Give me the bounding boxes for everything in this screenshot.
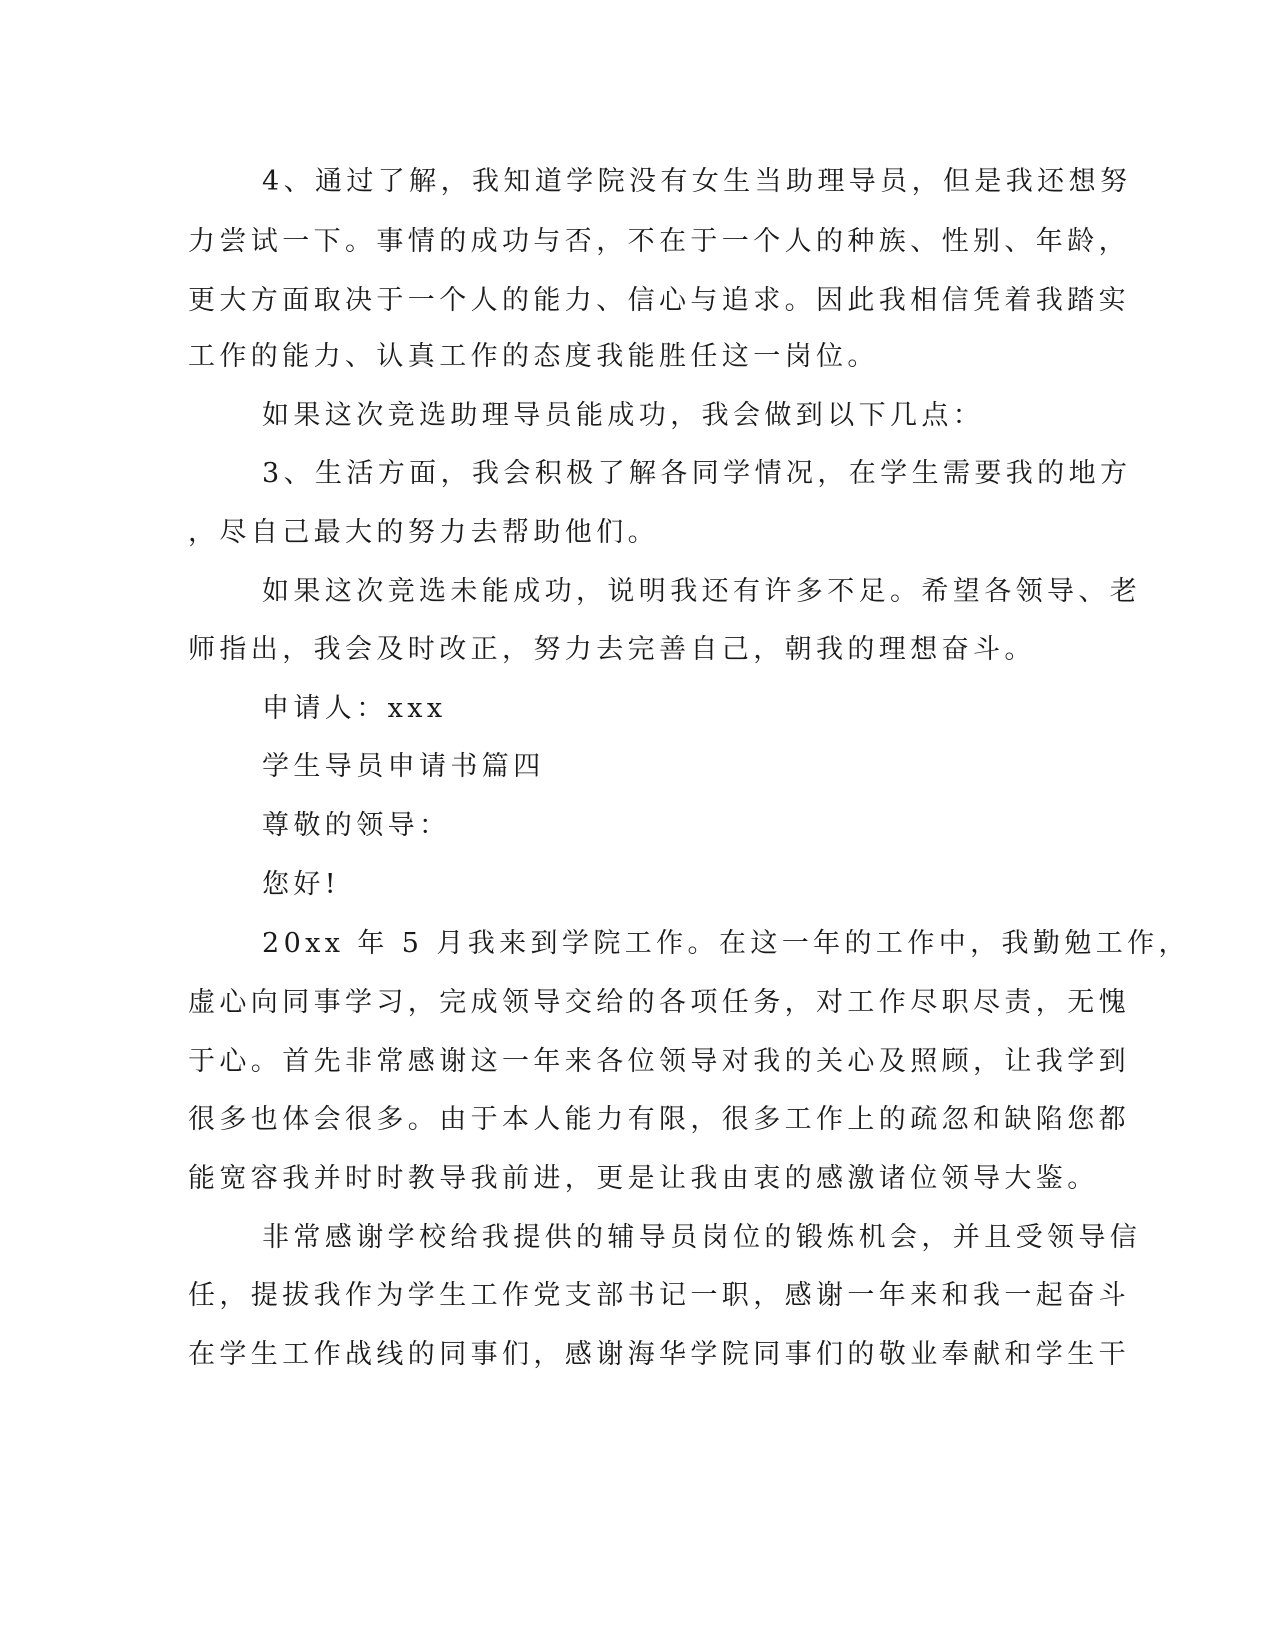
paragraph-line: 非常感谢学校给我提供的辅导员岗位的锻炼机会，并且受领导信 bbox=[262, 1222, 1142, 1253]
paragraph-line: 工作的能力、认真工作的态度我能胜任这一岗位。 bbox=[188, 341, 879, 372]
salutation: 尊敬的领导： bbox=[262, 810, 451, 841]
greeting: 您好! bbox=[262, 869, 341, 900]
section-heading: 学生导员申请书篇四 bbox=[262, 751, 545, 782]
paragraph-line: 力尝试一下。事情的成功与否，不在于一个人的种族、性别、年龄， bbox=[188, 226, 1130, 257]
paragraph-line: 于心。首先非常感谢这一年来各位领导对我的关心及照顾，让我学到 bbox=[188, 1046, 1130, 1077]
applicant-signature: 申请人：xxx bbox=[262, 693, 447, 724]
paragraph-line: 更大方面取决于一个人的能力、信心与追求。因此我相信凭着我踏实 bbox=[188, 285, 1130, 316]
paragraph-line: 很多也体会很多。由于本人能力有限，很多工作上的疏忽和缺陷您都 bbox=[188, 1104, 1130, 1135]
paragraph-line: 虚心向同事学习，完成领导交给的各项任务，对工作尽职尽责，无愧 bbox=[188, 987, 1130, 1018]
paragraph-line: 4、通过了解，我知道学院没有女生当助理导员，但是我还想努 bbox=[262, 166, 1132, 197]
paragraph-line: 如果这次竞选未能成功，说明我还有许多不足。希望各领导、老 bbox=[262, 576, 1142, 607]
paragraph-line: 如果这次竞选助理导员能成功，我会做到以下几点： bbox=[262, 400, 985, 431]
paragraph-line: 任，提拔我作为学生工作党支部书记一职，感谢一年来和我一起奋斗 bbox=[188, 1280, 1130, 1311]
paragraph-line: ，尽自己最大的努力去帮助他们。 bbox=[188, 517, 659, 548]
paragraph-line: 能宽容我并时时教导我前进，更是让我由衷的感激诸位领导大鉴。 bbox=[188, 1163, 1099, 1194]
paragraph-line: 20xx 年 5 月我来到学院工作。在这一年的工作中，我勤勉工作， bbox=[262, 928, 1190, 959]
paragraph-line: 在学生工作战线的同事们，感谢海华学院同事们的敬业奉献和学生干 bbox=[188, 1339, 1130, 1370]
paragraph-line: 3、生活方面，我会积极了解各同学情况，在学生需要我的地方 bbox=[262, 458, 1132, 489]
paragraph-line: 师指出，我会及时改正，努力去完善自己，朝我的理想奋斗。 bbox=[188, 634, 1036, 665]
